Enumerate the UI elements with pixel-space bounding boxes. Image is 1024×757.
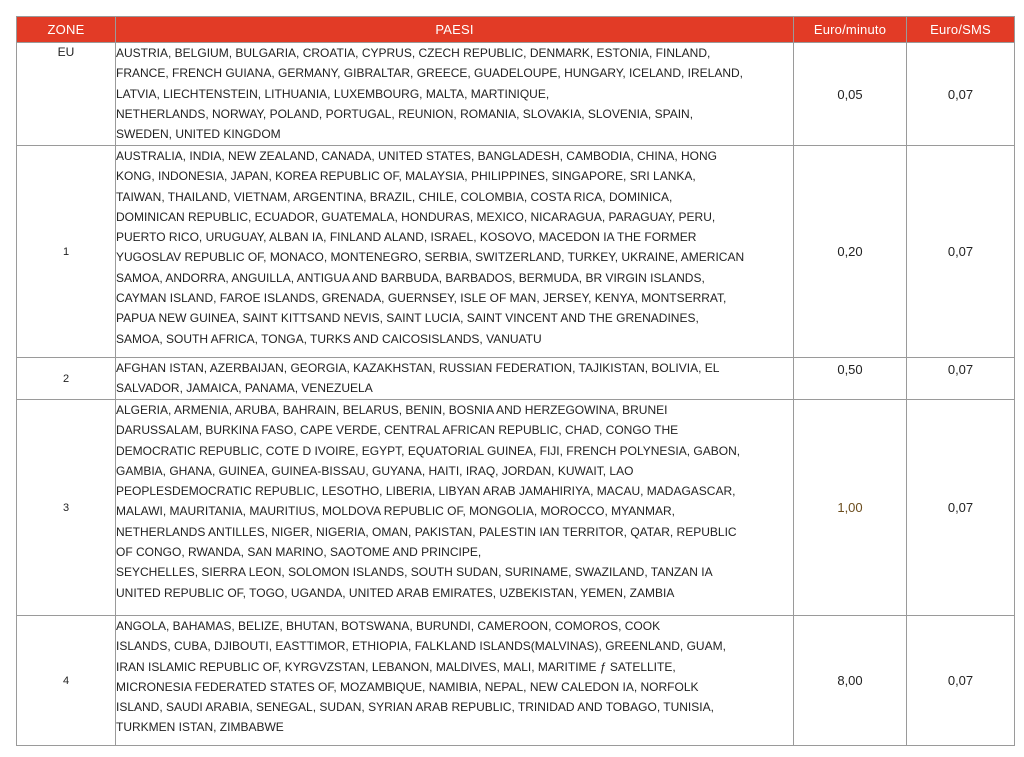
country-line: SAMOA, SOUTH AFRICA, TONGA, TURKS AND CAICOSISLANDS, VANUATU [116,331,542,346]
price-per-minute: 0,05 [794,43,907,146]
zone-cell: 4 [17,616,116,746]
country-line: ISLAND, SAUDI ARABIA, SENEGAL, SUDAN, SYRIAN ARAB REPUBLIC, TRINIDAD AND TOBAGO, TUNISIA, [116,700,714,715]
country-line: PUERTO RICO, URUGUAY, ALBAN IA, FINLAND ALAND, ISRAEL, KOSOVO, MACEDON IA THE FORMER [116,230,697,245]
price-per-sms: 0,07 [907,43,1015,146]
header-countries: PAESI [116,17,794,43]
header-row [17,17,1015,43]
country-line: SALVADOR, JAMAICA, PANAMA, VENEZUELA [116,381,373,396]
price-per-sms: 0,07 [907,400,1015,616]
zone-cell: 1 [17,146,116,358]
country-line: SEYCHELLES, SIERRA LEON, SOLOMON ISLANDS, SOUTH SUDAN, SURINAME, SWAZILAND, TANZAN IA [116,565,713,580]
country-line: PEOPLESDEMOCRATIC REPUBLIC, LESOTHO, LIBERIA, LIBYAN ARAB JAMAHIRIYA, MACAU, MADAGASCAR, [116,484,736,499]
table-row-zone-1 [17,146,1015,358]
country-line: DEMOCRATIC REPUBLIC, COTE D IVOIRE, EGYPT, EQUATORIAL GUINEA, FIJI, FRENCH POLYNESIA, GABON, [116,443,741,458]
header-euro-per-sms: Euro/SMS [907,17,1015,43]
country-line: CAYMAN ISLAND, FAROE ISLANDS, GRENADA, GUERNSEY, ISLE OF MAN, JERSEY, KENYA, MONTSERRAT, [116,291,727,306]
price-per-sms: 0,07 [907,146,1015,358]
header-zone: ZONE [17,17,116,43]
country-line: TURKMEN ISTAN, ZIMBABWE [116,720,284,735]
country-line: PAPUA NEW GUINEA, SAINT KITTSAND NEVIS, SAINT LUCIA, SAINT VINCENT AND THE GRENADINES, [116,311,699,326]
table-row-zone-2 [17,358,1015,400]
zone-cell: 3 [17,400,116,616]
price-per-minute: 1,00 [794,400,907,616]
country-line: SAMOA, ANDORRA, ANGUILLA, ANTIGUA AND BARBUDA, BARBADOS, BERMUDA, BR VIRGIN ISLANDS, [116,270,705,285]
country-line: ANGOLA, BAHAMAS, BELIZE, BHUTAN, BOTSWANA, BURUNDI, CAMEROON, COMOROS, COOK [116,619,661,633]
zone-cell: EU [17,43,116,146]
rates-table [16,16,1015,746]
price-per-minute: 8,00 [794,616,907,746]
table-row-zone-3 [17,400,1015,616]
countries-cell [116,358,794,400]
price-per-minute: 0,20 [794,146,907,358]
countries-cell [116,43,794,146]
country-line: ISLANDS, CUBA, DJIBOUTI, EASTTIMOR, ETHIOPIA, FALKLAND ISLANDS(MALVINAS), GREENLAND, GUAM, [116,639,726,654]
country-line: FRANCE, FRENCH GUIANA, GERMANY, GIBRALTAR, GREECE, GUADELOUPE, HUNGARY, ICELAND, IRELAND, [116,66,744,81]
price-per-minute: 0,50 [794,358,907,400]
countries-cell [116,146,794,358]
country-line: AFGHAN ISTAN, AZERBAIJAN, GEORGIA, KAZAKHSTAN, RUSSIAN FEDERATION, TAJIKISTAN, BOLIVIA, EL [116,361,720,375]
country-line: ALGERIA, ARMENIA, ARUBA, BAHRAIN, BELARUS, BENIN, BOSNIA AND HERZEGOWINA, BRUNEI [116,403,668,417]
countries-cell [116,400,794,616]
country-line: DARUSSALAM, BURKINA FASO, CAPE VERDE, CENTRAL AFRICAN REPUBLIC, CHAD, CONGO THE [116,423,679,438]
country-line: GAMBIA, GHANA, GUINEA, GUINEA-BISSAU, GUYANA, HAITI, IRAQ, JORDAN, KUWAIT, LAO [116,463,634,478]
table-row-zone-4 [17,616,1015,746]
price-per-sms: 0,07 [907,358,1015,400]
country-line: DOMINICAN REPUBLIC, ECUADOR, GUATEMALA, HONDURAS, MEXICO, NICARAGUA, PARAGUAY, PERU, [116,209,716,224]
header-euro-per-minute: Euro/minuto [794,17,907,43]
country-line: AUSTRIA, BELGIUM, BULGARIA, CROATIA, CYPRUS, CZECH REPUBLIC, DENMARK, ESTONIA, FINLAND, [116,46,711,60]
country-line: MICRONESIA FEDERATED STATES OF, MOZAMBIQUE, NAMIBIA, NEPAL, NEW CALEDON IA, NORFOLK [116,679,699,694]
table-row-eu [17,43,1015,146]
country-line: KONG, INDONESIA, JAPAN, KOREA REPUBLIC OF, MALAYSIA, PHILIPPINES, SINGAPORE, SRI LANKA, [116,169,696,184]
country-line: NETHERLANDS ANTILLES, NIGER, NIGERIA, OMAN, PAKISTAN, PALESTIN IAN TERRITOR, QATAR, REPUBLIC [116,524,737,539]
country-line: NETHERLANDS, NORWAY, POLAND, PORTUGAL, REUNION, ROMANIA, SLOVAKIA, SLOVENIA, SPAIN, [116,106,694,121]
country-line: SWEDEN, UNITED KINGDOM [116,127,281,142]
country-line: LATVIA, LIECHTENSTEIN, LITHUANIA, LUXEMBOURG, MALTA, MARTINIQUE, [116,86,550,101]
country-line: OF CONGO, RWANDA, SAN MARINO, SAOTOME AND PRINCIPE, [116,545,482,560]
country-line: IRAN ISLAMIC REPUBLIC OF, KYRGVZSTAN, LEBANON, MALDIVES, MALI, MARITIME ƒ SATELLITE, [116,659,676,674]
country-line: MALAWI, MAURITANIA, MAURITIUS, MOLDOVA REPUBLIC OF, MONGOLIA, MOROCCO, MYANMAR, [116,504,675,519]
country-line: TAIWAN, THAILAND, VIETNAM, ARGENTINA, BRAZIL, CHILE, COLOMBIA, COSTA RICA, DOMINICA, [116,189,673,204]
country-line: YUGOSLAV REPUBLIC OF, MONACO, MONTENEGRO, SERBIA, SWITZERLAND, TURKEY, UKRAINE, AMERICAN [116,250,745,265]
zone-cell: 2 [17,358,116,400]
price-per-sms: 0,07 [907,616,1015,746]
countries-cell [116,616,794,746]
country-line: UNITED REPUBLIC OF, TOGO, UGANDA, UNITED ARAB EMIRATES, UZBEKISTAN, YEMEN, ZAMBIA [116,585,675,600]
country-line: AUSTRALIA, INDIA, NEW ZEALAND, CANADA, UNITED STATES, BANGLADESH, CAMBODIA, CHINA, HONG [116,149,717,163]
